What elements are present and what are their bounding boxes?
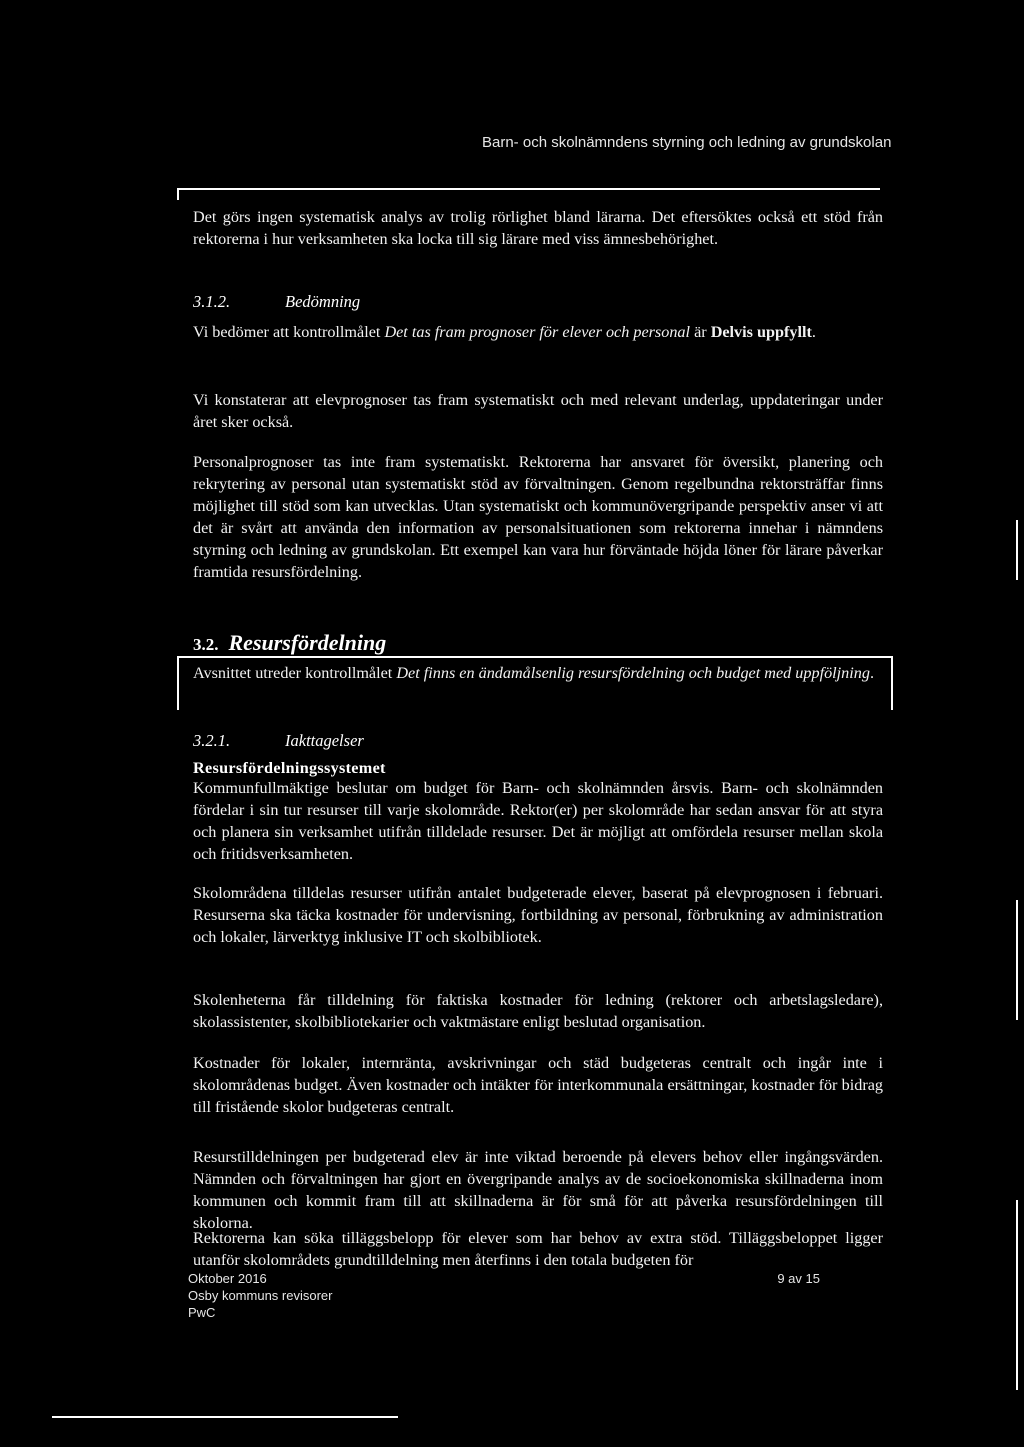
assessment-paragraph-2: Personalprognoser tas inte fram systematiskt. Rektorerna har ansvaret för översikt, planering och rekrytering av personal utan systematiskt stöd av förvaltningen. Genom regelbundna rektorsträffar finns möjlighet till stöd som kan utvecklas. Utan systematiskt och kommunövergripande perspektiv anser vi att det är svårt att använda den information av personalsituationen som rektorerna innehar i nämndens styrning och ledning av grundskolan. Ett exempel kan vara hur förväntade höjda löner för lärare påverkar framtida resursfördelning. bbox=[193, 453, 883, 581]
assessment-mid: är bbox=[690, 323, 711, 341]
page-footer bbox=[188, 1270, 848, 1321]
scan-edge-mark bbox=[1016, 520, 1018, 580]
assessment-end: . bbox=[811, 323, 816, 341]
section-312-heading bbox=[193, 292, 360, 312]
footer-date: Oktober 2016 bbox=[188, 1271, 267, 1286]
control-goal: Det finns en ändamålsenlig resursfördelning och budget med uppföljning bbox=[396, 664, 870, 682]
section-32-heading bbox=[193, 630, 386, 656]
assessment-paragraph bbox=[193, 321, 883, 343]
intro-pre: Avsnittet utreder kontrollmålet bbox=[193, 664, 397, 682]
section-32-intro bbox=[193, 662, 883, 684]
section-title: Bedömning bbox=[285, 292, 361, 311]
header-rule bbox=[177, 188, 880, 190]
observation-paragraph: Rektorerna kan söka tilläggsbelopp för elever som har behov av extra stöd. Tilläggsbeloppet ligger utanför skolområdets grundtilldelning men återfinns i den totala budgeten för bbox=[193, 1229, 883, 1269]
section-number: 3.2. bbox=[193, 635, 219, 654]
header-rule-tick bbox=[177, 188, 179, 200]
assessment-pre: Vi bedömer att kontrollmålet bbox=[193, 323, 385, 341]
running-header: Barn- och skolnämndens styrning och ledning av grundskolan bbox=[482, 134, 892, 151]
observation-paragraph: Skolområdena tilldelas resurser utifrån antalet budgeterade elever, baserat på elevprognosen i februari. Resurserna ska täcka kostnader för undervisning, fortbildning av personal, förbrukning av administration och lokaler, lärverktyg inklusive IT och skolbibliotek. bbox=[193, 884, 883, 946]
assessment-verdict: Delvis uppfyllt bbox=[710, 323, 812, 341]
page-number: 9 av 15 bbox=[777, 1271, 820, 1286]
observation-paragraph: Kommunfullmäktige beslutar om budget för Barn- och skolnämnden årsvis. Barn- och skolnämnden fördelar i sin tur resurser till varje skolområde. Rektor(er) per skolområde har sedan ansvar för att styra och planera sin verksamhet utifrån tilldelade resurser. Det är möjligt att omfördela resurser mellan skola och fritidsverksamheten. bbox=[193, 779, 883, 863]
observation-paragraph: Kostnader för lokaler, internränta, avskrivningar och städ budgeteras centralt och ingår inte i skolområdenas budget. Även kostnader och intäkter för interkommunala ersättningar, kostnader för bidrag till fristående skolor budgeteras centralt. bbox=[193, 1054, 883, 1116]
section-number: 3.2.1. bbox=[193, 731, 231, 750]
footer-firm: PwC bbox=[188, 1305, 216, 1320]
control-goal: Det tas fram prognoser för elever och personal bbox=[384, 323, 691, 341]
section-title: Resursfördelning bbox=[228, 630, 387, 655]
intro-end: . bbox=[869, 664, 874, 682]
scan-edge-mark bbox=[1016, 1200, 1018, 1390]
observation-paragraph: Resurstilldelningen per budgeterad elev är inte viktad beroende på elevers behov eller ingångsvärden. Nämnden och förvaltningen har gjort en övergripande analys av de socioekonomiska skillnaderna inom kommunen och kommit fram till att skillnaderna är för små för att påverka resursfördelningen till skolorna. bbox=[193, 1148, 883, 1232]
footer-org: Osby kommuns revisorer bbox=[188, 1288, 333, 1303]
scan-edge-mark bbox=[1016, 900, 1018, 1020]
subheading: Resursfördelningssystemet bbox=[193, 759, 386, 777]
observation-paragraph: Skolenheterna får tilldelning för faktiska kostnader för ledning (rektorer och arbetslagsledare), skolassistenter, skolbibliotekarier och vaktmästare enligt beslutad organisation. bbox=[193, 991, 883, 1031]
assessment-paragraph-1: Vi konstaterar att elevprognoser tas fram systematiskt och med relevant underlag, uppdateringar under året sker också. bbox=[193, 391, 883, 431]
section-title: Iakttagelser bbox=[285, 731, 364, 750]
section-321-heading bbox=[193, 731, 364, 751]
intro-paragraph: Det görs ingen systematisk analys av trolig rörlighet bland lärarna. Det eftersöktes också ett stöd från rektorerna i hur verksamheten ska locka till sig lärare med viss ämnesbehörighet. bbox=[193, 208, 883, 248]
section-number: 3.1.2. bbox=[193, 292, 231, 311]
footer-rule bbox=[52, 1416, 398, 1418]
